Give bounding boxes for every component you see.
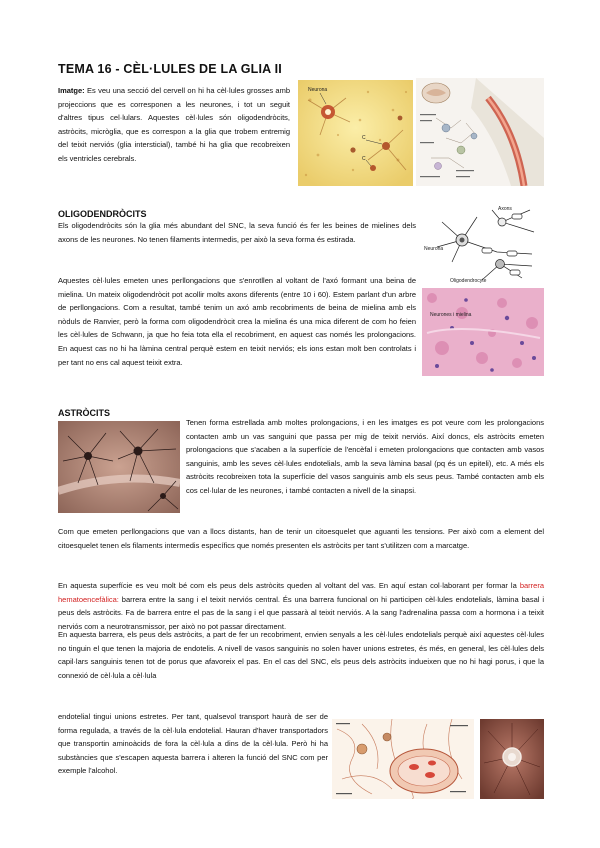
barrera-hematoencefalica-term: barrera hematoencefàlica: <box>58 581 544 604</box>
oligodendrocits-heading: OLIGODENDRÒCITS <box>58 209 147 219</box>
astrocits-paragraph-3: En aquesta superfície es veu molt bé com els peus dels astròcits queden al voltant del vas. En aquí estan col·laborant per formar la barrera hematoencefàlica: barrera entre la sang i el teixit nerviós central. És una barrera funcional on hi participen cèl·lules endotelials, làmina basal i peus dels astròcits. Fa de barrera entre el pas de la sang i el que passarà al teixit nerviós. A la sang l'adrenalina passa com a hormona i a teixit nerviós com a neurotransmissor, per això no pot passar directament. <box>58 581 544 631</box>
brain-section-image <box>298 80 413 186</box>
oligodendrocyte-micrograph <box>422 288 544 376</box>
astrocits-heading: ASTRÒCITS <box>58 408 111 418</box>
page-title: TEMA 16 - CÈL·LULES DE LA GLIA II <box>58 62 282 76</box>
oligodendrocits-paragraph-1: Els oligodendròcits són la glia més abundant del SNC, la seva funció és fer les beines de mielines dels axons de les neurones. No tenen filaments intermedis, per això la seva forma és estirada. <box>58 221 416 244</box>
astrocits-paragraph-5: endotelial tingui unions estretes. Per tant, qualsevol transport haurà de ser de forma regulada, a través de la cèl·lula endotelial. Hauran d'haver transportadors que transportin aminoàcids de fora la cèl·lula a dins de la cèl·lula. Però hi ha substàncies que s'escapen aquesta barrera i alteren la funció del SNC com per exemple l'alcohol. <box>58 712 328 776</box>
oligodendrocits-paragraph-2: Aquestes cèl·lules emeten unes perllongacions que s'enrotllen al voltant de l'axó formant una beina de mielina. Un mateix oligodendròcit pot acollir molts axons diferents (entre 10 i 60). Estem parlant d'un arbre de perllongacions. Com a resultat, també tenim un axó amb recobriments de beina de mielina amb els nòduls de Ranvier, però la forma com oligodendròcit crea la mielina és una mica diferent de com ho feien les cèl·lules de Schwann, ja que ho feia tota ella el recobriment, en aquest cas només les prolongacions. En aquest cas no hi ha làmina central perquè estem en teixit nerviós; els ions estan molt ben controlats i per tant no ens cal aquest teixit extra. <box>58 276 416 367</box>
intro-paragraph <box>58 84 290 166</box>
astrocits-paragraph-2: Com que emeten perllongacions que van a llocs distants, han de tenir un citoesquelet que aguanti les tensions. Per això com a element del citoesquelet tenen els filaments intermedis específics que només presenten els astròcits per tant s'utilitzen com a marcatge. <box>58 527 544 550</box>
astrocyte-image <box>58 421 180 513</box>
micrograph-label: Neurones i mielina <box>430 312 472 318</box>
axons-label: Axons <box>498 206 512 212</box>
neurona-diagram-label: Neurona <box>424 246 444 252</box>
astrocits-paragraph-1: Tenen forma estrellada amb moltes prolongacions, i en les imatges es pot veure com les prolongacions contacten amb un vas sanguini que passa per mig de teixit nerviós. Així doncs, els astròcits emeten prolongacions que s'acaben a la superfície de l'encèfal i emeten prolongacions que contacten amb vasos sanguinis, amb les seves cèl·lules endotelials, amb la seva làmina basal (pq és un epiteli), etc. A més els astròcits recobreixen tota la superfície del vasos sanguinis amb els seus peus. També contacten amb els cos cel·lular de les neurones, i també contacten a nivell de la sinapsi. <box>186 418 544 495</box>
oligodendrocyte-diagram <box>422 202 544 284</box>
astrocits-paragraph-4: En aquesta barrera, els peus dels astròcits, a part de fer un recobriment, envien senyals a les cèl·lules endotelials perquè així aquestes cèl·lules no tinguin el que tenen la majoria de endotelis. A nivell de vasos sanguinis no solen haver unions estretes, és més, en general, les cèl·lules dels capil·lars sanguinis tenen tot de porus que afavoreix el pas. En el cas del SNC, els peus dels astròcits indueixen que no hi hagi porus, i que la connexió de cèl·lula a cèl·lula <box>58 630 544 680</box>
neurona-label: Neurona <box>308 87 328 93</box>
c-label-1: C <box>362 135 366 141</box>
oligodendrocyte-label: Oligodendrocyte <box>450 278 487 284</box>
astrocyte-vessel-micrograph <box>480 719 544 799</box>
blood-brain-barrier-diagram <box>332 719 474 799</box>
intro-text: Es veu una secció del cervell on hi ha cèl·lules grosses amb projeccions que es corresponen a les neurones, i tot un seguit d'altres tipus cel·lulars. Aquestes cèl·lules són oligodendròcits, astròcits, micròglia, que es correspon a la glia que trobem entremig del teixit nerviós (glia intersticial), també hi ha glia que recobreixen els ventricles cerebrals. <box>58 86 290 163</box>
c-label-2: C <box>362 156 366 162</box>
intro-label: Imatge: <box>58 86 85 95</box>
brain-vessel-diagram <box>416 78 544 186</box>
